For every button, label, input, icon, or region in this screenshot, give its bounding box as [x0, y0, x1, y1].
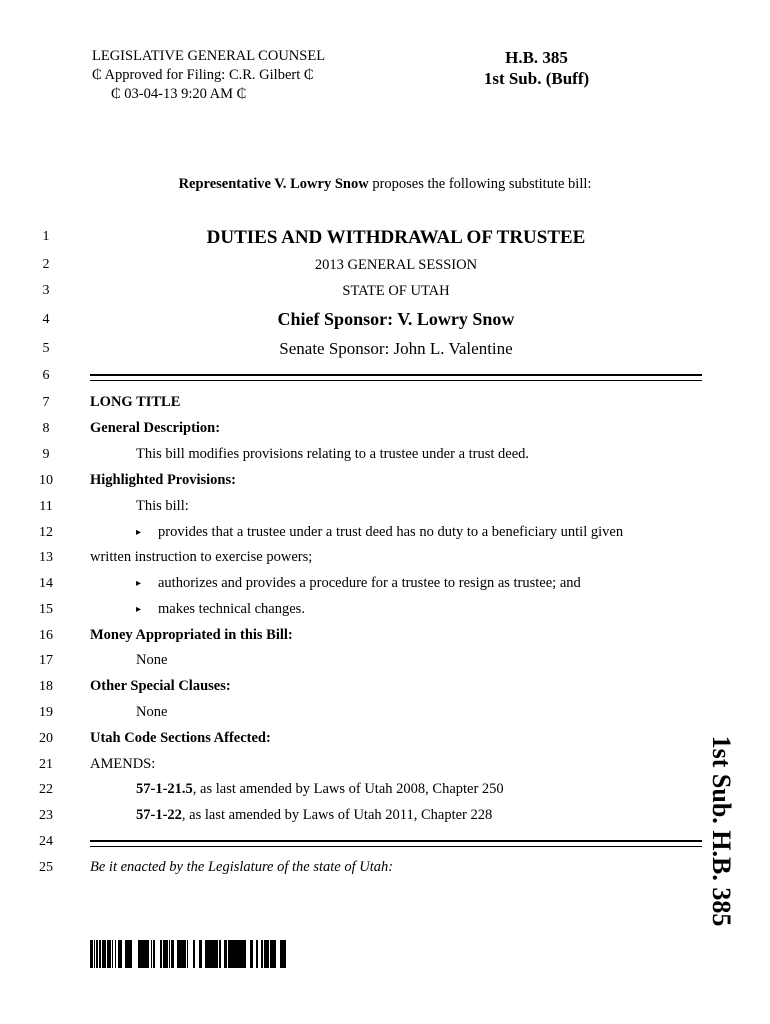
provision-item	[136, 575, 581, 592]
line-number: 23	[39, 808, 53, 823]
line-number: 16	[39, 628, 53, 643]
code-section-number: 57-1-21.5	[136, 781, 193, 797]
bullet-icon: ▸	[136, 604, 142, 615]
line-number: 18	[39, 679, 53, 694]
line-number: 12	[39, 525, 53, 540]
code-section-entry	[136, 807, 492, 824]
line-number: 21	[39, 757, 53, 772]
line-number: 9	[42, 447, 50, 462]
line-number: 5	[42, 341, 50, 356]
section-divider	[90, 374, 702, 376]
code-section-text: , as last amended by Laws of Utah 2011, Chapter 228	[181, 807, 493, 823]
other-clauses-value: None	[136, 704, 168, 720]
code-section-entry	[136, 781, 504, 798]
bill-number: H.B. 385	[505, 48, 568, 67]
line-number: 25	[39, 860, 53, 875]
line-number: 2	[42, 257, 50, 272]
side-bill-label-text: 1st Sub. H.B. 385	[707, 735, 736, 927]
bullet-icon: ▸	[136, 527, 142, 538]
line-number: 19	[39, 705, 53, 720]
line-number: 17	[39, 653, 53, 668]
line-number: 24	[39, 834, 53, 849]
provision-text: authorizes and provides a procedure for a trustee to resign as trustee; and	[158, 575, 581, 591]
state-line: STATE OF UTAH	[342, 283, 450, 299]
line-number: 1	[42, 229, 50, 244]
highlighted-provisions-heading: Highlighted Provisions:	[90, 472, 236, 488]
code-sections-heading: Utah Code Sections Affected:	[90, 730, 271, 746]
money-appropriated-heading: Money Appropriated in this Bill:	[90, 627, 293, 643]
enacting-clause: Be it enacted by the Legislature of the state of Utah:	[90, 859, 394, 875]
chief-sponsor: Chief Sponsor: V. Lowry Snow	[277, 309, 515, 329]
provision-text: provides that a trustee under a trust deed has no duty to a beneficiary until given	[158, 524, 624, 540]
line-number: 14	[39, 576, 53, 591]
long-title-heading: LONG TITLE	[90, 394, 181, 410]
approval-line: ₵ Approved for Filing: C.R. Gilbert ₵	[92, 67, 314, 83]
this-bill-text: This bill:	[136, 498, 189, 514]
sponsor-intro	[0, 176, 770, 193]
description-text: This bill modifies provisions relating to a trustee under a trust deed.	[136, 446, 530, 462]
line-number: 8	[42, 421, 50, 436]
provision-continuation: written instruction to exercise powers;	[90, 549, 313, 565]
line-number: 22	[39, 782, 53, 797]
bill-title: DUTIES AND WITHDRAWAL OF TRUSTEE	[206, 227, 586, 248]
section-divider	[90, 846, 702, 847]
line-number: 4	[42, 312, 50, 327]
session-line: 2013 GENERAL SESSION	[314, 257, 478, 273]
section-divider	[90, 840, 702, 842]
sponsor-intro-text: proposes the following substitute bill:	[368, 176, 592, 192]
line-number: 15	[39, 602, 53, 617]
line-number: 7	[42, 395, 50, 410]
line-number: 10	[39, 473, 53, 488]
office-name: LEGISLATIVE GENERAL COUNSEL	[92, 48, 326, 64]
line-number: 3	[42, 283, 50, 298]
line-number: 11	[39, 499, 53, 514]
amends-label: AMENDS:	[90, 756, 156, 772]
sponsor-intro-name: Representative V. Lowry Snow	[178, 176, 369, 192]
timestamp-line: ₵ 03-04-13 9:20 AM ₵	[111, 86, 247, 102]
provision-item	[136, 524, 623, 541]
side-bill-label	[688, 725, 754, 937]
code-section-text: , as last amended by Laws of Utah 2008, Chapter 250	[192, 781, 504, 797]
bullet-icon: ▸	[136, 578, 142, 589]
general-description-heading: General Description:	[90, 420, 221, 436]
section-divider	[90, 380, 702, 381]
code-section-number: 57-1-22	[136, 807, 182, 823]
line-number: 6	[42, 368, 50, 383]
barcode-icon	[90, 940, 286, 968]
substitute-label: 1st Sub. (Buff)	[483, 69, 590, 88]
senate-sponsor: Senate Sponsor: John L. Valentine	[279, 339, 513, 358]
provision-text: makes technical changes.	[158, 601, 305, 617]
provision-item	[136, 601, 305, 618]
money-appropriated-value: None	[136, 652, 168, 668]
line-number: 13	[39, 550, 53, 565]
other-clauses-heading: Other Special Clauses:	[90, 678, 231, 694]
bill-id-block	[478, 47, 595, 89]
header-counsel-block	[92, 47, 325, 104]
line-number: 20	[39, 731, 53, 746]
